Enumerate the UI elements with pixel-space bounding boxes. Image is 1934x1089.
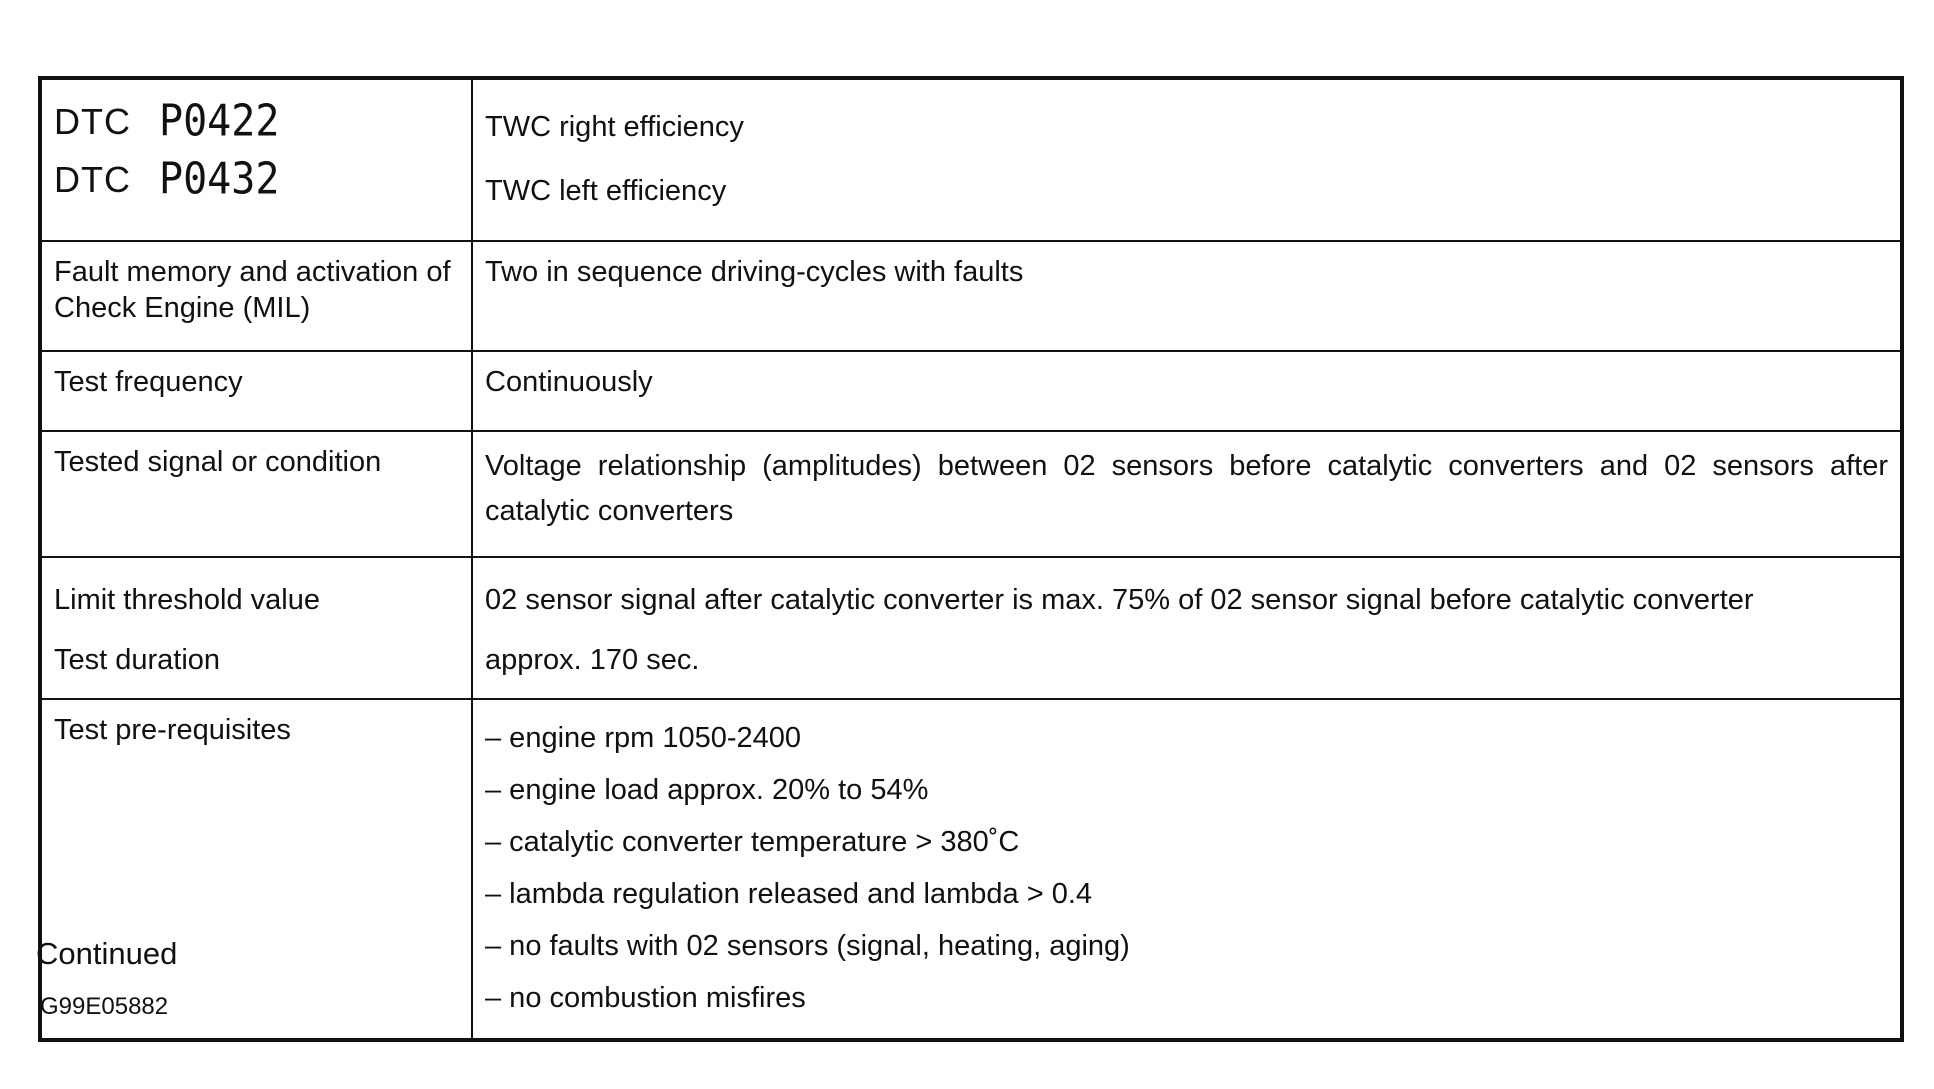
dtc-label: DTC	[54, 158, 131, 200]
prerequisites-cell	[472, 699, 1902, 1040]
limit-duration-row	[40, 557, 1902, 699]
dtc-code: P0432	[159, 153, 280, 205]
test-duration-label: Test duration	[54, 643, 221, 676]
dtc-descriptions-cell	[472, 78, 1902, 241]
prerequisite-item: – engine rpm 1050-2400	[485, 721, 802, 754]
test-duration-value: approx. 170 sec.	[485, 643, 700, 676]
fault-memory-label: Fault memory and activation of Check Engine (MIL)	[40, 241, 472, 351]
prerequisite-item: – catalytic converter temperature > 380˚C	[485, 825, 1020, 858]
prerequisites-list	[485, 712, 1888, 1024]
fault-memory-value: Two in sequence driving-cycles with faults	[472, 241, 1902, 351]
test-frequency-row	[40, 351, 1902, 431]
tested-signal-value: Voltage relationship (amplitudes) between 02 sensors before catalytic converters and 02 sensors after catalytic converters	[472, 431, 1902, 557]
dtc-description: TWC left efficiency	[485, 174, 727, 207]
dtc-line	[54, 150, 459, 208]
prerequisites-row	[40, 699, 1902, 1040]
limit-threshold-label: Limit threshold value	[54, 583, 320, 616]
test-frequency-value: Continuously	[472, 351, 1902, 431]
continued-note: Continued	[36, 936, 178, 971]
tested-signal-row	[40, 431, 1902, 557]
prerequisite-item: – no combustion misfires	[485, 981, 806, 1014]
dtc-label: DTC	[54, 100, 131, 142]
prerequisite-item: – engine load approx. 20% to 54%	[485, 773, 929, 806]
fault-memory-row	[40, 241, 1902, 351]
test-frequency-label: Test frequency	[40, 351, 472, 431]
prerequisite-item: – no faults with 02 sensors (signal, heating, aging)	[485, 929, 1130, 962]
dtc-row	[40, 78, 1902, 241]
limit-duration-values	[472, 557, 1902, 699]
tested-signal-label: Tested signal or condition	[40, 431, 472, 557]
limit-threshold-value: 02 sensor signal after catalytic converter is max. 75% of 02 sensor signal before catalytic converter	[485, 583, 1754, 616]
dtc-spec-table	[38, 76, 1904, 1042]
figure-id: G99E05882	[40, 993, 169, 1020]
dtc-code: P0422	[159, 95, 280, 147]
limit-duration-labels	[40, 557, 472, 699]
dtc-line	[54, 92, 459, 150]
prerequisite-item: – lambda regulation released and lambda > 0.4	[485, 877, 1093, 910]
dtc-description: TWC right efficiency	[485, 110, 744, 143]
prerequisites-label: Test pre-requisites	[40, 699, 472, 1040]
dtc-codes-cell	[40, 78, 472, 241]
